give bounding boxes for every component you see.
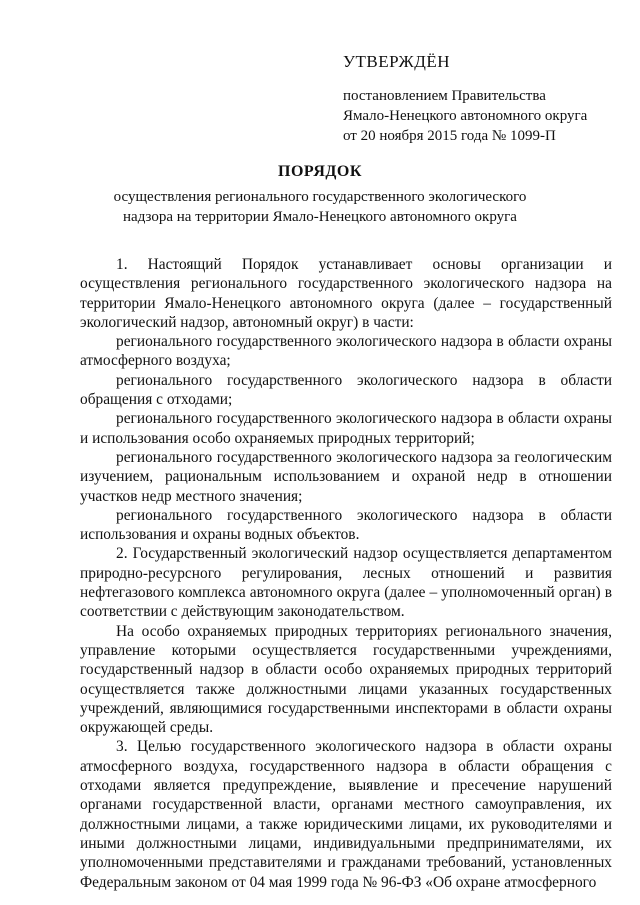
paragraph: 1. Настоящий Порядок устанавливает основы организации и осуществления регионального государственного экологического надзора на территории Ямало-Ненецкого автономного округа (далее – государственный экологический надзор, автономный округ) в части: [80,256,612,331]
paragraph: 3. Целью государственного экологического надзора в области охраны атмосферного воздуха, государственного надзора в области обращения с отходами является предупреждение, выявление и пресечение нарушений органами государственной власти, органами местного самоуправления, их должностными лицами, а также юридическими лицами, их руководителями и иными должностными лицами, индивидуальными предпринимателями, их уполномоченными представителями и гражданами требований, установленных Федеральным законом от 04 мая 1999 года № 96-ФЗ «Об охране атмосферного [80,738,612,891]
document-title: ПОРЯДОК [278,163,362,180]
approval-line: от 20 ноября 2015 года № 1099-П [343,128,556,144]
approval-heading: УТВЕРЖДЁН [343,52,450,71]
paragraph: регионального государственного экологического надзора в области охраны и использования особо охраняемых природных территорий; [80,410,612,447]
paragraph: регионального государственного экологического надзора за геологическим изучением, рациональным использованием и охраной недр в отношении участков недр местного значения; [80,448,612,505]
document-subtitle-line: осуществления регионального государственного экологического [113,189,527,205]
paragraph: регионального государственного экологического надзора в области охраны атмосферного воздуха; [80,333,612,370]
document-subtitle-line: надзора на территории Ямало-Ненецкого автономного округа [123,209,517,225]
paragraph: 2. Государственный экологический надзор осуществляется департаментом природно-ресурсного регулирования, лесных отношений и развития нефтегазового комплекса автономного округа (далее – уполномоченный орган) в соответствии с действующим законодательством. [80,545,612,621]
document-title-block [60,163,580,227]
paragraph: На особо охраняемых природных территориях регионального значения, управление которыми осуществляется государственными учреждениями, государственный надзор в области особо охраняемых природных территорий осуществляется также должностными лицами указанных государственных учреждений, являющимися государственными инспекторами в области охраны окружающей среды. [80,622,612,737]
paragraph: регионального государственного экологического надзора в области обращения с отходами; [80,371,612,409]
approval-line: Ямало-Ненецкого автономного округа [343,108,588,124]
document-body [80,255,612,892]
paragraph: регионального государственного экологического надзора в области использования и охраны водных объектов. [80,506,612,544]
approval-block [343,52,633,146]
approval-line: постановлением Правительства [343,88,546,104]
